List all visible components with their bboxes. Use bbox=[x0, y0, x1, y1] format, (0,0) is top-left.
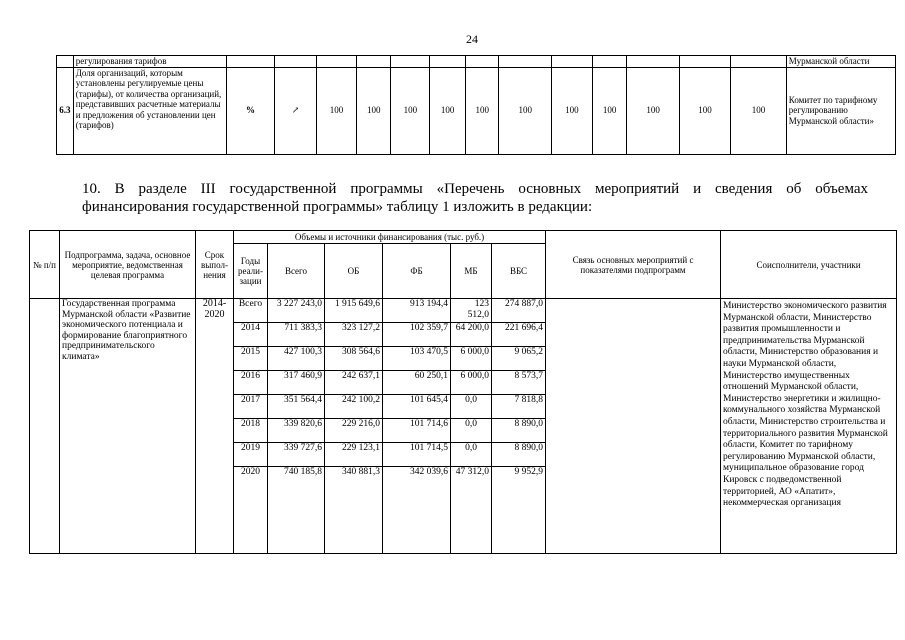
indicator-text-prev: регулирования тарифов bbox=[73, 56, 226, 68]
value-cell: 100 bbox=[356, 67, 391, 154]
total-cell: 339 820,6 bbox=[268, 419, 325, 443]
executor-cell: Комитет по тарифному регулированию Мурманской области» bbox=[786, 67, 895, 154]
ob-cell: 1 915 649,6 bbox=[325, 299, 383, 323]
year-cell: 2018 bbox=[234, 419, 268, 443]
page-number: 24 bbox=[466, 32, 478, 46]
mb-cell: 0,0 bbox=[451, 443, 492, 467]
link-cell bbox=[546, 299, 721, 554]
fb-cell: 101 714,5 bbox=[383, 443, 451, 467]
total-cell: 711 383,3 bbox=[268, 323, 325, 347]
year-cell: 2016 bbox=[234, 371, 268, 395]
mb-cell: 6 000,0 bbox=[451, 371, 492, 395]
fb-cell: 913 194,4 bbox=[383, 299, 451, 323]
total-cell: 351 564,4 bbox=[268, 395, 325, 419]
unit-cell: % bbox=[226, 67, 274, 154]
fb-cell: 101 714,6 bbox=[383, 419, 451, 443]
indicator-text: Доля организаций, которым установлены регулируемые цены (тарифы), от количества организаций, представивших расчетные материалы и предложения об установлении цен (тарифов) bbox=[73, 67, 226, 154]
program-name: Государственная программа Мурманской области «Развитие экономического потенциала и формирование благоприятного предпринимательского климата» bbox=[60, 299, 196, 554]
header-funding: Объемы и источники финансирования (тыс. руб.) bbox=[234, 231, 546, 244]
year-cell: 2019 bbox=[234, 443, 268, 467]
ob-cell: 229 123,1 bbox=[325, 443, 383, 467]
year-cell: 2020 bbox=[234, 467, 268, 554]
header-coexecutors: Соисполнители, участники bbox=[721, 231, 897, 299]
value-cell: 100 bbox=[592, 67, 627, 154]
fb-cell: 103 470,5 bbox=[383, 347, 451, 371]
header-term: Срок выпол-нения bbox=[196, 231, 234, 299]
header-years: Годы реали-зации bbox=[234, 244, 268, 299]
ob-cell: 242 100,2 bbox=[325, 395, 383, 419]
fb-cell: 342 039,6 bbox=[383, 467, 451, 554]
indicators-table bbox=[56, 55, 896, 155]
vbs-cell: 8 573,7 bbox=[492, 371, 546, 395]
header-fb: ФБ bbox=[383, 244, 451, 299]
ob-cell: 340 881,3 bbox=[325, 467, 383, 554]
total-cell: 427 100,3 bbox=[268, 347, 325, 371]
value-cell: 100 bbox=[430, 67, 466, 154]
coexecutors-cell: Министерство экономического развития Мурманской области, Министерство развития промышленности и предпринимательства Мурманской области, Министерство образования и науки Мурманской области, Министерство имущественных отношений Мурманской области, Министерство энергетики и жилищно-коммунального хозяйства Мурманской области, Министерство строительства и территориального развития Мурманской области, Комитет по тарифному регулированию Мурманской области, муниципальное образование город Кировск с подведомственной территорией, АО «Апатит», некоммерческая организация bbox=[721, 299, 897, 554]
total-cell: 317 460,9 bbox=[268, 371, 325, 395]
mb-cell: 0,0 bbox=[451, 395, 492, 419]
vbs-cell: 8 890,0 bbox=[492, 443, 546, 467]
total-cell: 3 227 243,0 bbox=[268, 299, 325, 323]
mb-cell: 64 200,0 bbox=[451, 323, 492, 347]
header-mb: МБ bbox=[451, 244, 492, 299]
mb-cell: 123 512,0 bbox=[451, 299, 492, 323]
table-row bbox=[30, 299, 897, 323]
value-cell: 100 bbox=[499, 67, 551, 154]
year-cell: Всего bbox=[234, 299, 268, 323]
header-link: Связь основных мероприятий с показателями подпрограмм bbox=[546, 231, 721, 299]
fb-cell: 60 250,1 bbox=[383, 371, 451, 395]
mb-cell: 6 000,0 bbox=[451, 347, 492, 371]
value-cell: 100 bbox=[731, 67, 787, 154]
mb-cell: 47 312,0 bbox=[451, 467, 492, 554]
ob-cell: 323 127,2 bbox=[325, 323, 383, 347]
header-program: Подпрограмма, задача, основное мероприятие, ведомственная целевая программа bbox=[60, 231, 196, 299]
value-cell: 100 bbox=[391, 67, 430, 154]
value-cell: 100 bbox=[551, 67, 592, 154]
header-vbs: ВБС bbox=[492, 244, 546, 299]
header-row bbox=[30, 231, 897, 244]
value-cell: 100 bbox=[317, 67, 357, 154]
fb-cell: 102 359,7 bbox=[383, 323, 451, 347]
year-cell: 2014 bbox=[234, 323, 268, 347]
program-term: 2014-2020 bbox=[196, 299, 234, 554]
fb-cell: 101 645,4 bbox=[383, 395, 451, 419]
paragraph-line-2: финансирования государственной программы» таблицу 1 изложить в редакции: bbox=[82, 199, 593, 215]
paragraph-line-1: 10. В разделе III государственной программы «Перечень основных мероприятий и сведения об объемах bbox=[82, 181, 868, 197]
vbs-cell: 9 952,9 bbox=[492, 467, 546, 554]
vbs-cell: 221 696,4 bbox=[492, 323, 546, 347]
header-total: Всего bbox=[268, 244, 325, 299]
vbs-cell: 7 818,8 bbox=[492, 395, 546, 419]
funding-table bbox=[29, 230, 897, 554]
total-cell: 339 727,6 bbox=[268, 443, 325, 467]
table-row bbox=[57, 67, 896, 154]
header-ob: ОБ bbox=[325, 244, 383, 299]
executor-prev: Мурманской области bbox=[786, 56, 895, 68]
header-num: № п/п bbox=[30, 231, 60, 299]
ob-cell: 308 564,6 bbox=[325, 347, 383, 371]
row-number: 6.3 bbox=[57, 67, 74, 154]
amendment-paragraph bbox=[82, 180, 868, 216]
total-cell: 740 185,8 bbox=[268, 467, 325, 554]
vbs-cell: 9 065,2 bbox=[492, 347, 546, 371]
mb-cell: 0,0 bbox=[451, 419, 492, 443]
year-cell: 2015 bbox=[234, 347, 268, 371]
value-cell: 100 bbox=[627, 67, 679, 154]
year-cell: 2017 bbox=[234, 395, 268, 419]
trend-mark: ↗ bbox=[275, 67, 317, 154]
vbs-cell: 8 890,0 bbox=[492, 419, 546, 443]
ob-cell: 229 216,0 bbox=[325, 419, 383, 443]
value-cell: 100 bbox=[465, 67, 499, 154]
value-cell: 100 bbox=[679, 67, 730, 154]
table-row bbox=[57, 56, 896, 68]
vbs-cell: 274 887,0 bbox=[492, 299, 546, 323]
ob-cell: 242 637,1 bbox=[325, 371, 383, 395]
